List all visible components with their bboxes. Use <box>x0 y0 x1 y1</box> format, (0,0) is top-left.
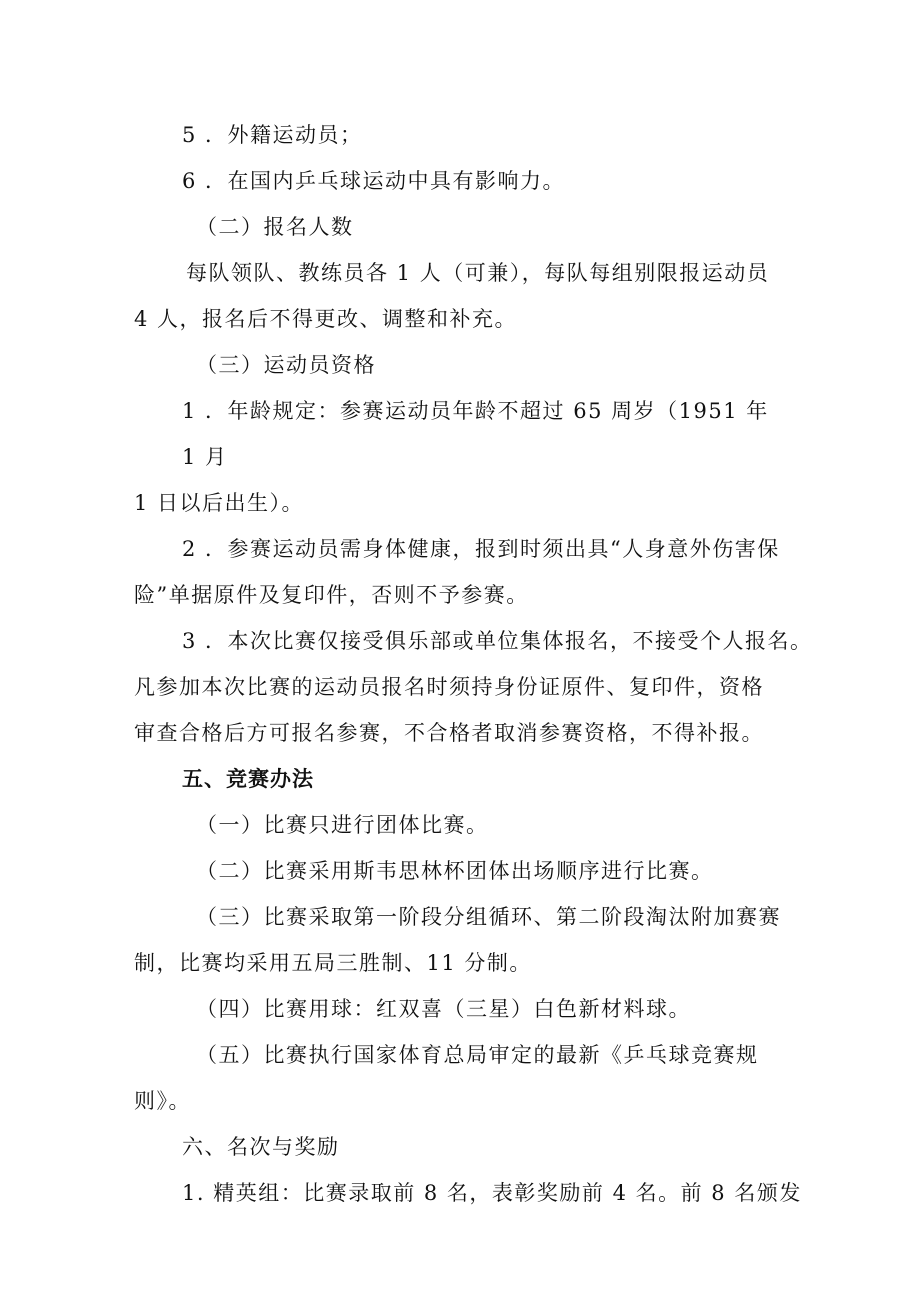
item-elite-group-awards: 1. 精英组：比赛录取前 8 名，表彰奖励前 4 名。前 8 名颁发 <box>182 1181 802 1205</box>
section-heading-rankings-awards: 六、名次与奖励 <box>182 1135 340 1159</box>
item-foreign-athletes: 5 ．外籍运动员； <box>182 123 363 147</box>
item-age-rule-line2: 1 月 <box>182 445 228 469</box>
rule-stage-format-line1: （三）比赛采取第一阶段分组循环、第二阶段淘汰附加赛赛 <box>196 905 781 929</box>
rule-team-only: （一）比赛只进行团体比赛。 <box>196 813 489 837</box>
rule-regulations-line2: 则》。 <box>134 1089 191 1113</box>
paragraph-registration-count-line1: 每队领队、教练员各 1 人（可兼），每队每组别限报运动员 <box>186 261 770 285</box>
rule-match-ball: （四）比赛用球：红双喜（三星）白色新材料球。 <box>196 997 691 1021</box>
item-group-registration-line3: 审查合格后方可报名参赛，不合格者取消参赛资格，不得补报。 <box>134 721 764 745</box>
item-age-rule-line1: 1 ．年龄规定：参赛运动员年龄不超过 65 周岁（1951 年 <box>182 399 769 423</box>
item-group-registration-line1: 3 ．本次比赛仅接受俱乐部或单位集体报名，不接受个人报名。 <box>182 629 813 653</box>
item-group-registration-line2: 凡参加本次比赛的运动员报名时须持身份证原件、复印件，资格 <box>134 675 764 699</box>
section-heading-athlete-eligibility: （三）运动员资格 <box>196 353 376 377</box>
item-health-insurance-line2: 险”单据原件及复印件，否则不予参赛。 <box>134 583 529 607</box>
rule-swaythling-format: （二）比赛采用斯韦思林杯团体出场顺序进行比赛。 <box>196 859 714 883</box>
paragraph-registration-count-line2: 4 人，报名后不得更改、调整和补充。 <box>134 307 518 331</box>
section-heading-registration-count: （二）报名人数 <box>196 215 354 239</box>
section-heading-competition-method: 五、竞赛办法 <box>182 766 314 791</box>
rule-stage-format-line2: 制，比赛均采用五局三胜制、11 分制。 <box>134 951 532 975</box>
item-domestic-influence: 6 ．在国内乒乓球运动中具有影响力。 <box>182 169 566 193</box>
item-health-insurance-line1: 2 ．参赛运动员需身体健康，报到时须出具“人身意外伤害保 <box>182 537 780 561</box>
rule-regulations-line1: （五）比赛执行国家体育总局审定的最新《乒乓球竞赛规 <box>196 1043 759 1067</box>
item-age-rule-line3: 1 日以后出生）。 <box>134 491 305 515</box>
